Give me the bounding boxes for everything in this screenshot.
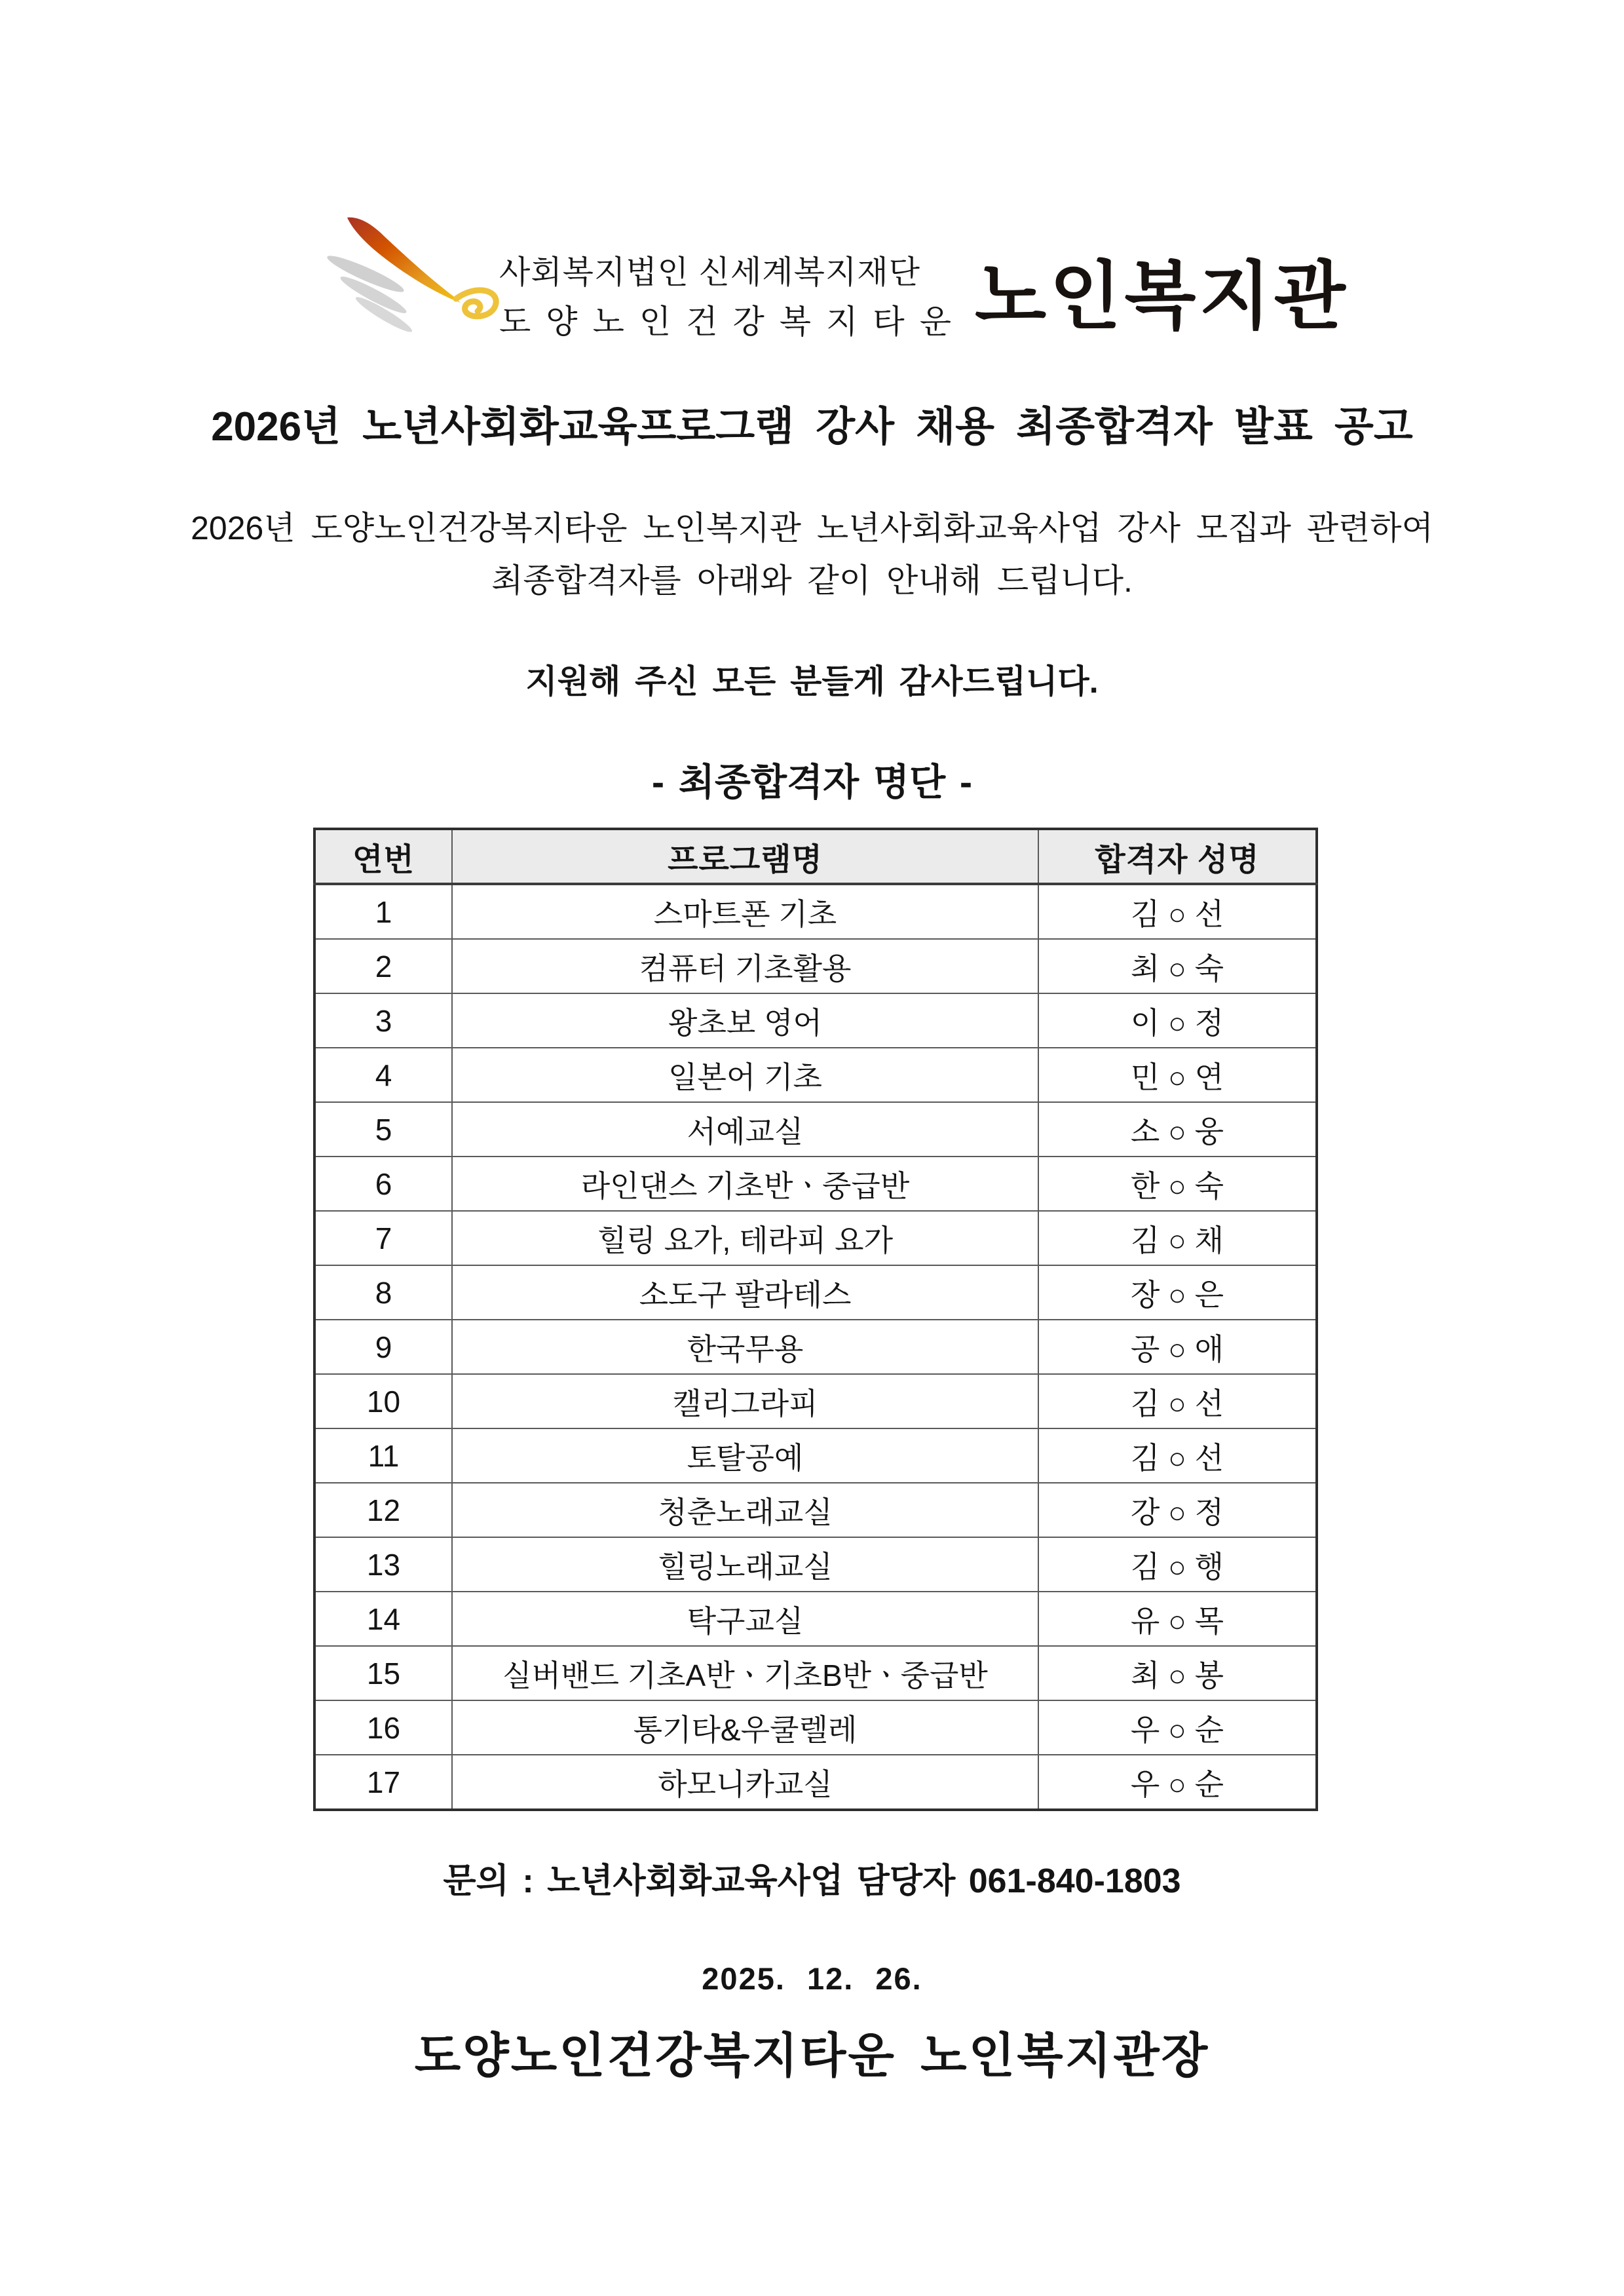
- cell-serial-number: 5: [314, 1102, 452, 1157]
- cell-serial-number: 3: [314, 993, 452, 1048]
- cell-passer-name: 이 ○ 정: [1038, 993, 1317, 1048]
- contact-line: 문의 : 노년사회화교육사업 담당자 061-840-1803: [443, 1862, 1181, 1900]
- cell-serial-number: 2: [314, 939, 452, 993]
- table-row: [314, 1700, 1317, 1755]
- table-row: [314, 1265, 1317, 1320]
- table-header-row: [314, 829, 1317, 884]
- cell-passer-name: 김 ○ 선: [1038, 1374, 1317, 1428]
- cell-passer-name: 공 ○ 애: [1038, 1320, 1317, 1374]
- brand-wordmark: 노인복지관: [975, 255, 1349, 337]
- cell-program-name: 라인댄스 기초반ㆍ중급반: [452, 1157, 1038, 1211]
- cell-serial-number: 12: [314, 1483, 452, 1537]
- table-body: [314, 884, 1317, 1810]
- table-row: [314, 939, 1317, 993]
- cell-passer-name: 김 ○ 행: [1038, 1537, 1317, 1592]
- cell-program-name: 컴퓨터 기초활용: [452, 939, 1038, 993]
- organization-swoosh-logo: [308, 216, 504, 347]
- table-row: [314, 1211, 1317, 1265]
- cell-serial-number: 8: [314, 1265, 452, 1320]
- announcement-date: 2025. 12. 26.: [702, 1961, 922, 1996]
- cell-serial-number: 15: [314, 1646, 452, 1700]
- table-row: [314, 1374, 1317, 1428]
- final-list-heading: - 최종합격자 명단 -: [652, 761, 972, 803]
- table-row: [314, 1537, 1317, 1592]
- cell-serial-number: 13: [314, 1537, 452, 1592]
- cell-serial-number: 7: [314, 1211, 452, 1265]
- cell-serial-number: 1: [314, 884, 452, 939]
- cell-serial-number: 11: [314, 1428, 452, 1483]
- table-row: [314, 884, 1317, 939]
- column-header-no: 연번: [314, 829, 452, 884]
- cell-passer-name: 김 ○ 채: [1038, 1211, 1317, 1265]
- intro-line-2: 최종합격자를 아래와 같이 안내해 드립니다.: [491, 562, 1133, 599]
- cell-program-name: 캘리그라피: [452, 1374, 1038, 1428]
- intro-line-1: 2026년 도양노인건강복지타운 노인복지관 노년사회화교육사업 강사 모집과 관련하여: [191, 510, 1433, 546]
- table-row: [314, 1428, 1317, 1483]
- cell-program-name: 통기타&우쿨렐레: [452, 1700, 1038, 1755]
- thanks-line: 지원해 주신 모든 분들게 감사드립니다.: [525, 663, 1099, 700]
- cell-program-name: 힐링노래교실: [452, 1537, 1038, 1592]
- table-row: [314, 1592, 1317, 1646]
- cell-passer-name: 유 ○ 목: [1038, 1592, 1317, 1646]
- cell-program-name: 탁구교실: [452, 1592, 1038, 1646]
- cell-program-name: 왕초보 영어: [452, 993, 1038, 1048]
- column-header-name: 합격자 성명: [1038, 829, 1317, 884]
- cell-program-name: 서예교실: [452, 1102, 1038, 1157]
- cell-passer-name: 최 ○ 봉: [1038, 1646, 1317, 1700]
- cell-passer-name: 소 ○ 웅: [1038, 1102, 1317, 1157]
- cell-program-name: 일본어 기초: [452, 1048, 1038, 1102]
- cell-program-name: 청춘노래교실: [452, 1483, 1038, 1537]
- cell-passer-name: 우 ○ 순: [1038, 1755, 1317, 1810]
- cell-program-name: 소도구 팔라테스: [452, 1265, 1038, 1320]
- table-row: [314, 1320, 1317, 1374]
- cell-serial-number: 17: [314, 1755, 452, 1810]
- cell-passer-name: 장 ○ 은: [1038, 1265, 1317, 1320]
- table-row: [314, 1755, 1317, 1810]
- table-row: [314, 1646, 1317, 1700]
- column-header-program: 프로그램명: [452, 829, 1038, 884]
- table-row: [314, 1157, 1317, 1211]
- cell-serial-number: 6: [314, 1157, 452, 1211]
- organization-name-block: [499, 254, 971, 341]
- cell-program-name: 하모니카교실: [452, 1755, 1038, 1810]
- page-title: 2026년 노년사회화교육프로그램 강사 채용 최종합격자 발표 공고: [211, 404, 1413, 450]
- issuer-signature: 도양노인건강복지타운 노인복지관장: [414, 2029, 1210, 2082]
- cell-program-name: 한국무용: [452, 1320, 1038, 1374]
- cell-serial-number: 14: [314, 1592, 452, 1646]
- cell-passer-name: 강 ○ 정: [1038, 1483, 1317, 1537]
- foundation-name: 사회복지법인 신세계복지재단: [499, 255, 920, 290]
- cell-serial-number: 9: [314, 1320, 452, 1374]
- cell-passer-name: 김 ○ 선: [1038, 884, 1317, 939]
- cell-passer-name: 민 ○ 연: [1038, 1048, 1317, 1102]
- cell-passer-name: 우 ○ 순: [1038, 1700, 1317, 1755]
- table-row: [314, 1048, 1317, 1102]
- yellow-curl: [456, 290, 496, 316]
- final-pass-table: [313, 828, 1318, 1811]
- intro-paragraph: [0, 502, 1624, 607]
- cell-serial-number: 4: [314, 1048, 452, 1102]
- table-row: [314, 1102, 1317, 1157]
- table-row: [314, 993, 1317, 1048]
- cell-serial-number: 10: [314, 1374, 452, 1428]
- table-row: [314, 1483, 1317, 1537]
- cell-program-name: 힐링 요가, 테라피 요가: [452, 1211, 1038, 1265]
- facility-name: 도양노인건강복지타운: [499, 303, 966, 340]
- cell-program-name: 스마트폰 기초: [452, 884, 1038, 939]
- cell-passer-name: 김 ○ 선: [1038, 1428, 1317, 1483]
- cell-serial-number: 16: [314, 1700, 452, 1755]
- cell-program-name: 토탈공예: [452, 1428, 1038, 1483]
- cell-program-name: 실버밴드 기초A반ㆍ기초B반ㆍ중급반: [452, 1646, 1038, 1700]
- cell-passer-name: 한 ○ 숙: [1038, 1157, 1317, 1211]
- cell-passer-name: 최 ○ 숙: [1038, 939, 1317, 993]
